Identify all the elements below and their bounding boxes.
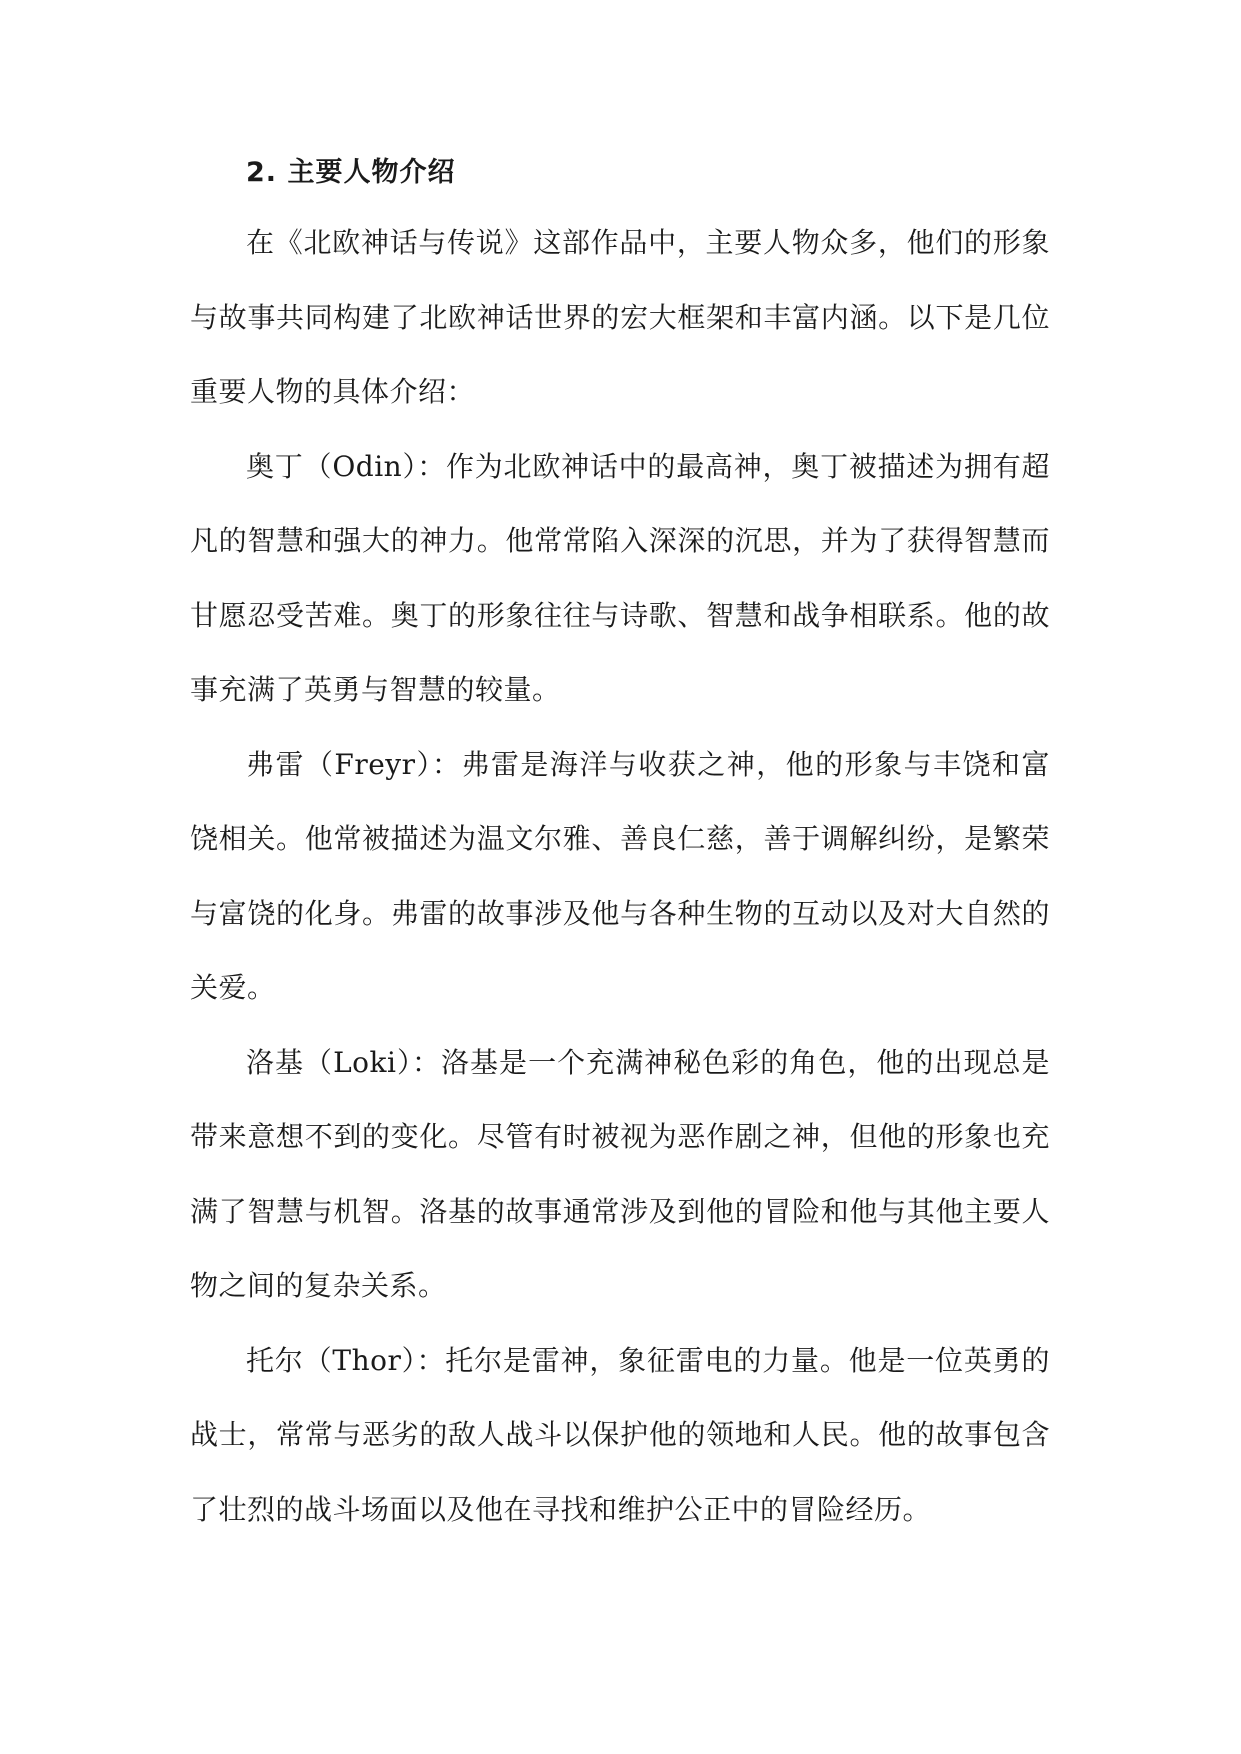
paragraph-intro: 在《北欧神话与传说》这部作品中，主要人物众多，他们的形象与故事共同构建了北欧神话世界的宏大框架和丰富内涵。以下是几位重要人物的具体介绍： [190,226,1050,408]
paragraph-thor: 托尔（Thor）：托尔是雷神，象征雷电的力量。他是一位英勇的战士，常常与恶劣的敌人战斗以保护他的领地和人民。他的故事包含了壮烈的战斗场面以及他在寻找和维护公正中的冒险经历。 [190,1343,1050,1526]
section-heading: 2. 主要人物介绍 [246,157,456,188]
paragraph-odin: 奥丁（Odin）：作为北欧神话中的最高神，奥丁被描述为拥有超凡的智慧和强大的神力。他常常陷入深深的沉思，并为了获得智慧而甘愿忍受苦难。奥丁的形象往往与诗歌、智慧和战争相联系。他的故事充满了英勇与智慧的较量。 [190,449,1050,706]
paragraph-freyr: 弗雷（Freyr）：弗雷是海洋与收获之神，他的形象与丰饶和富饶相关。他常被描述为温文尔雅、善良仁慈，善于调解纠纷，是繁荣与富饶的化身。弗雷的故事涉及他与各种生物的互动以及对大自然的关爱。 [190,747,1050,1004]
document-body [190,140,1050,1547]
paragraph-loki: 洛基（Loki）：洛基是一个充满神秘色彩的角色，他的出现总是带来意想不到的变化。尽管有时被视为恶作剧之神，但他的形象也充满了智慧与机智。洛基的故事通常涉及到他的冒险和他与其他主要人物之间的复杂关系。 [190,1045,1050,1302]
